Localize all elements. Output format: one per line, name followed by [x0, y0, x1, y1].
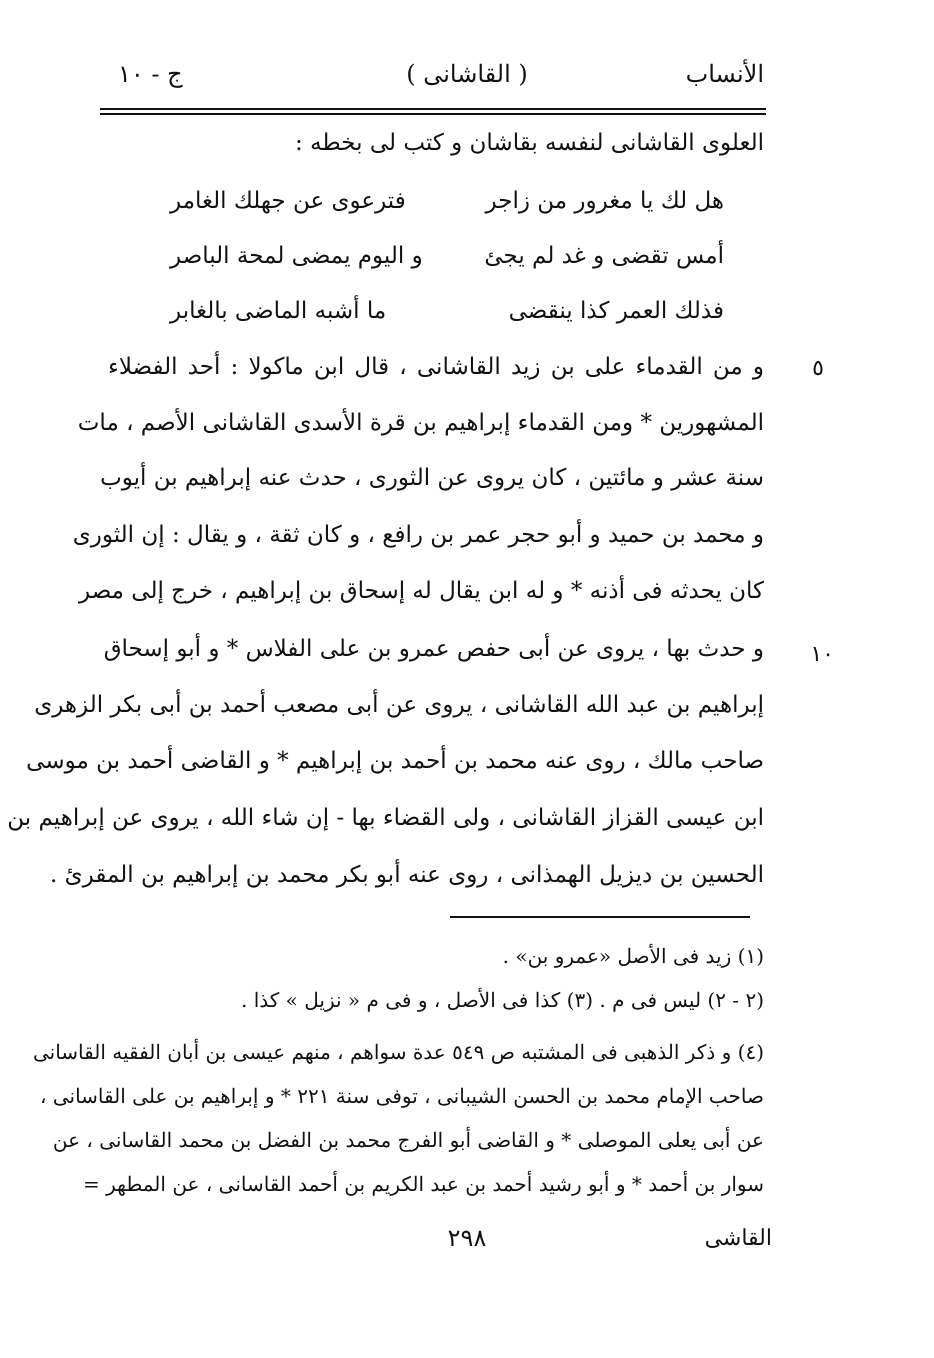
text-line: إبراهیم بن عبد الله القاشانی ، یروی عن أبی مصعب أحمد بن أبی بکر الزهری [34, 692, 764, 718]
page-number: ٢٩٨ [447, 1224, 487, 1252]
intro-line: العلوی القاشانی لنفسه بقاشان و کتب لی بخطه : [295, 130, 764, 156]
text-line: و من القدماء علی بن زید القاشانی ، قال ابن ماکولا : أحد الفضلاء [108, 354, 764, 380]
verse-2 [170, 243, 724, 269]
verse-hemistich: فترعوی عن جهلك الغامر [170, 188, 406, 214]
verse-hemistich: فذلك العمر کذا ینقضی [508, 298, 724, 324]
catchword: القاشی [704, 1226, 772, 1251]
footnote: (٢ - ٢) لیس فی م . (٣) کذا فی الأصل ، و فی م « نزیل » کذا . [241, 988, 764, 1012]
header-rule-secondary [100, 113, 766, 115]
text-line: المشهورین * ومن القدماء إبراهیم بن قرة الأسدی القاشانی الأصم ، مات [77, 410, 764, 436]
text-line: صاحب مالك ، روی عنه محمد بن أحمد بن إبراهیم * و القاضی أحمد بن موسی [26, 748, 764, 774]
line-number: ١٠ [810, 642, 834, 667]
footnote: (١) زید فی الأصل «عمرو بن» . [502, 944, 764, 968]
text-line: ابن عیسی القزاز القاشانی ، ولی القضاء بها - إن شاء الله ، یروی عن إبراهیم بن [7, 805, 764, 831]
footnote-rule [450, 916, 750, 918]
verse-hemistich: ما أشبه الماضی بالغابر [170, 298, 387, 324]
running-title: الأنساب [685, 60, 764, 88]
header-rule [100, 108, 766, 110]
verse-hemistich: هل لك یا مغرور من زاجر [485, 188, 724, 214]
verse-3 [170, 298, 724, 324]
text-line: و محمد بن حمید و أبو حجر عمر بن رافع ، و کان ثقة ، و یقال : إن الثوری [72, 522, 764, 548]
text-line: کان یحدثه فی أذنه * و له ابن یقال له إسحاق بن إبراهیم ، خرج إلی مصر [79, 578, 764, 604]
text-line: الحسین بن دیزیل الهمذانی ، روی عنه أبو بکر محمد بن إبراهیم بن المقرئ . [50, 862, 764, 888]
entry-title: ( القاشانی ) [406, 60, 528, 88]
verse-hemistich: و الیوم یمضی لمحة الباصر [170, 243, 423, 269]
verse-hemistich: أمس تقضی و غد لم یجئ [484, 243, 724, 269]
text-line: سنة عشر و مائتین ، کان یروی عن الثوری ، حدث عنه إبراهیم بن أیوب [100, 465, 764, 491]
footnote: (٤) و ذکر الذهبی فی المشتبه ص ٥٤٩ عدة سواهم ، منهم عیسی بن أبان الفقیه القاسانی [32, 1040, 764, 1064]
footnote: صاحب الإمام محمد بن الحسن الشیبانی ، توفی سنة ٢٢١ * و إبراهیم بن علی القاسانی ، [40, 1084, 764, 1108]
verse-1 [170, 188, 724, 214]
line-number: ٥ [812, 356, 824, 381]
volume-number: ج - ١٠ [118, 60, 183, 88]
footnote: سوار بن أحمد * و أبو رشید أحمد بن عبد الکریم بن أحمد القاسانی ، عن المطهر = [82, 1172, 764, 1196]
text-line: و حدث بها ، یروی عن أبی حفص عمرو بن علی الفلاس * و أبو إسحاق [103, 636, 764, 662]
footnote: عن أبی یعلی الموصلی * و القاضی أبو الفرج محمد بن الفضل بن محمد القاسانی ، عن [52, 1128, 764, 1152]
